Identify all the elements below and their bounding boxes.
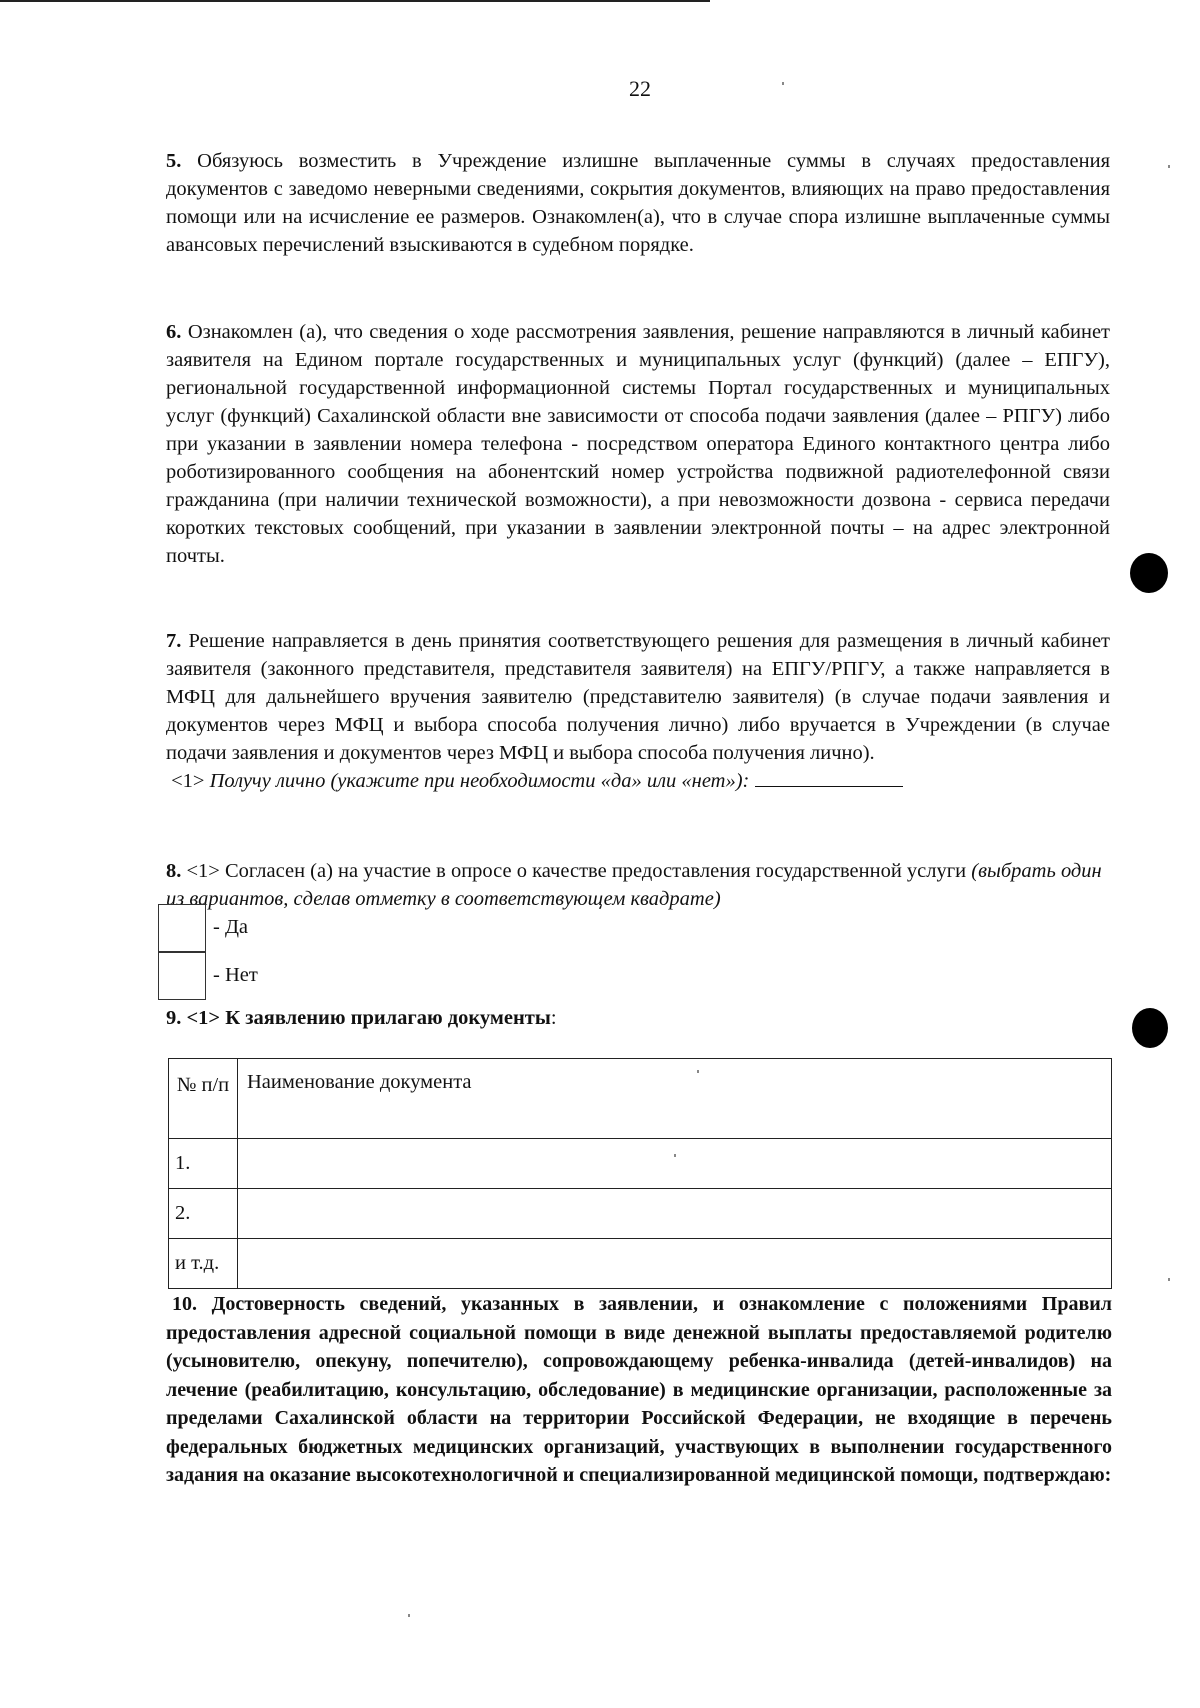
scan-speck <box>782 82 784 85</box>
survey-no-checkbox[interactable] <box>158 952 206 1000</box>
punch-hole-mark-lower <box>1132 1008 1168 1048</box>
document-name-cell[interactable] <box>238 1189 1112 1239</box>
receive-personally-answer-line[interactable] <box>755 768 903 787</box>
scan-top-rule <box>0 0 710 2</box>
paragraph-8-number: 8. <box>166 860 182 882</box>
paragraph-9-colon: : <box>550 1007 557 1029</box>
scan-speck <box>1168 1278 1170 1281</box>
survey-yes-label: - Да <box>213 916 249 938</box>
survey-checkbox-group <box>158 904 206 1002</box>
row-number-cell: 2. <box>169 1189 238 1239</box>
attached-documents-table <box>168 1058 1112 1289</box>
row-number-cell: и т.д. <box>169 1239 238 1289</box>
paragraph-5 <box>166 147 1110 259</box>
paragraph-6 <box>166 318 1110 570</box>
paragraph-9-marker: <1> <box>186 1007 221 1029</box>
paragraph-7-text: Решение направляется в день принятия соответствующего решения для размещения в личный кабинет заявителя (законного представителя, представителя заявителя) на ЕПГУ/РПГУ, а также направляется в МФЦ для дальнейшего вручения заявителю (представителю заявителя) (в случае подачи заявления и документов через МФЦ и выбора способа получения лично) либо вручается в Учреждении (в случае подачи заявления и документов через МФЦ и выбора способа получения лично). <box>166 630 1111 764</box>
paragraph-7 <box>166 627 1110 795</box>
paragraph-9 <box>166 1007 557 1030</box>
paragraph-10: 10. Достоверность сведений, указанных в заявлении, и ознакомление с положениями Правил предоставления адресной социальной помощи в виде денежной выплаты предоставляемой родителю (усыновителю, опекуну, попечителю), сопровождающему ребенка-инвалида (детей-инвалидов) на лечение (реабилитацию, консультацию, обследование) в медицинские организации, расположенные за пределами Сахалинской области на территории Российской Федерации, не входящие в перечень федеральных бюджетных медицинских организаций, участвующих в выполнении государственного задания на оказание высокотехнологичной и специализированной медицинской помощи, подтверждаю: <box>166 1293 1112 1486</box>
document-name-cell[interactable] <box>238 1139 1112 1189</box>
paragraph-5-number: 5. <box>166 150 182 172</box>
survey-yes-checkbox[interactable] <box>158 904 206 952</box>
scan-speck <box>1168 165 1170 168</box>
paragraph-8-marker: <1> <box>186 860 220 882</box>
page-number: 22 <box>629 76 651 101</box>
paragraph-8-hint: (выбрать один из вариантов, сделав отметку в соответствующем квадрате) <box>166 860 1102 910</box>
paragraph-8 <box>166 857 1110 913</box>
table-row <box>169 1189 1112 1239</box>
paragraph-5-text: Обязуюсь возместить в Учреждение излишне выплаченные суммы в случаях предоставления документов с заведомо неверными сведениями, сокрытия документов, влияющих на право предоставления помощи или на исчисление ее размеров. Ознакомлен(а), что в случае спора излишне выплаченные суммы авансовых перечислений взыскиваются в судебном порядке. <box>166 150 1111 256</box>
document-name-cell[interactable] <box>238 1239 1112 1289</box>
scan-speck <box>674 1154 676 1157</box>
punch-hole-mark-upper <box>1130 553 1168 593</box>
paragraph-9-text: К заявлению прилагаю документы <box>225 1007 551 1029</box>
scan-speck <box>697 1070 699 1073</box>
paragraph-9-number: 9. <box>166 1007 182 1029</box>
receive-personally-prompt: Получу лично (укажите при необходимости «да» или «нет»): <box>209 770 750 792</box>
paragraph-7-marker: <1> <box>171 770 205 792</box>
table-header-row <box>169 1059 1112 1139</box>
column-header-document-name: Наименование документа <box>238 1059 1112 1139</box>
scan-speck <box>408 1614 410 1617</box>
row-number-cell: 1. <box>169 1139 238 1189</box>
survey-no-label: - Нет <box>213 964 258 986</box>
paragraph-7-number: 7. <box>166 630 182 652</box>
paragraph-6-text: Ознакомлен (а), что сведения о ходе рассмотрения заявления, решение направляются в личный кабинет заявителя на Едином портале государственных и муниципальных услуг (функций) (далее – ЕПГУ), региональной государственной информационной системы Портал государственных и муниципальных услуг (функций) Сахалинской области вне зависимости от способа подачи заявления (далее – РПГУ) либо при указании в заявлении номера телефона - посредством оператора Единого контактного центра либо роботизированного сообщения на абонентский номер устройства подвижной радиотелефонной связи гражданина (при наличии технической возможности), а при невозможности дозвона - сервиса передачи коротких текстовых сообщений, при указании в заявлении электронной почты – на адрес электронной почты. <box>166 321 1111 567</box>
table-row <box>169 1239 1112 1289</box>
paragraph-6-number: 6. <box>166 321 182 343</box>
paragraph-8-text: Согласен (а) на участие в опросе о качестве предоставления государственной услуги <box>225 860 967 882</box>
table-row <box>169 1139 1112 1189</box>
column-header-number: № п/п <box>169 1059 238 1139</box>
